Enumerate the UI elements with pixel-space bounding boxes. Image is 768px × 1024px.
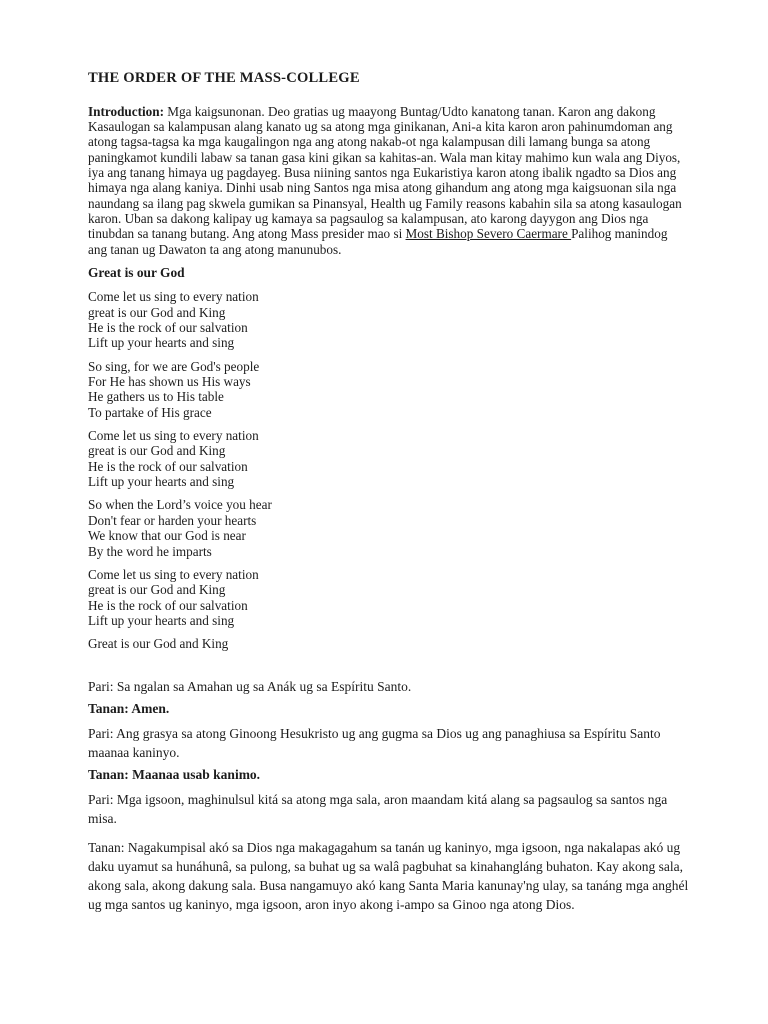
song-line: Come let us sing to every nation [88,289,259,305]
song-stanza-1 [88,289,684,350]
song-line: Lift up your hearts and sing [88,335,235,351]
presider-name: Most Bishop Severo Caermare [405,226,572,242]
song-line: great is our God and King [88,304,226,320]
liturgy-dialog-4 [88,838,689,914]
tanan-line: Tanan: Nagakumpisal akó sa Dios nga makagagahum sa tanán ug kaninyo, mga igsoon, nga nakalapas akó ug daku uyamut sa hunáhunâ, sa pulong, sa buhat ug sa walâ pagbuhat sa kinahangláng buhaton. Kay akong sala, akong sala, akong dakung sala. Busa nangamuyo akó kang Santa Maria kanunay'ng ulay, sa tanáng mga anghél ug mga santos ug kaninyo, mga igsoon, aron inyo akong i-ampo sa Ginoo nga atong Dios. [88,839,689,912]
pari-line: Pari: Ang grasya sa atong Ginoong Hesukristo ug ang gugma sa Dios ug ang panaghiusa sa Espíritu Santo maanaa kaninyo. [88,725,661,760]
song-line: We know that our God is near [88,528,246,544]
song-line: Come let us sing to every nation [88,428,259,444]
introduction-closing: Palihog manindog ang tanan ug Dawaton ta ang atong manunubos. [88,226,668,257]
tanan-line: Tanan: Maanaa usab kanimo. [88,766,261,782]
song-title: Great is our God [88,264,185,280]
song-line: He is the rock of our salvation [88,320,248,336]
song-line: Great is our God and King [88,636,229,652]
song-line: So sing, for we are God's people [88,358,260,374]
song-coda [88,636,684,651]
song-line: great is our God and King [88,582,226,598]
song-line: great is our God and King [88,443,226,459]
song-line: Come let us sing to every nation [88,566,259,582]
song-line: To partake of His grace [88,404,212,420]
liturgy-dialog-2 [88,724,689,784]
song-line: By the word he imparts [88,543,212,559]
pari-line: Pari: Sa ngalan sa Amahan ug sa Anák ug sa Espíritu Santo. [88,678,412,694]
song-stanza-4 [88,497,684,558]
tanan-line: Tanan: Amen. [88,700,170,716]
song-lyrics [88,289,684,651]
introduction-paragraph [88,104,684,257]
song-stanza-5 [88,567,684,628]
song-line: He gathers us to His table [88,389,224,405]
song-line: Lift up your hearts and sing [88,474,235,490]
document-title: THE ORDER OF THE MASS-COLLEGE [88,70,360,86]
introduction-label: Introduction: [88,103,164,119]
liturgy-dialog-3 [88,790,689,828]
song-stanza-2 [88,359,684,420]
liturgy-section [88,677,689,914]
song-line: Lift up your hearts and sing [88,612,235,628]
song-line: He is the rock of our salvation [88,458,248,474]
introduction-body: Mga kaigsunonan. Deo gratias ug maayong Buntag/Udto kanatong tanan. Karon ang dakong Kasaulogan sa kalampusan alang kanato ug sa atong mga ginikanan, Ani-a kita karon aron pahinumdoman ang atong tagsa-tagsa ka mga kaugalingon nga ang atong nakab-ot nga kalampusan dili lamang bunga sa atong paningkamot kundili labaw sa tanan gasa kini gikan sa kahitas-an. Wala man kitay mahimo kun wala ang Diyos, iya ang tanang himaya ug pagdayeg. Busa niining santos nga Eukaristiya karon atong ibalik ngadto sa Dios ang himaya nga alang kaniya. Dinhi usab ning Santos nga misa atong gihandum ang atong mga kaigsuonan sila nga naundang sa ilang pag skwela gumikan sa Pinansyal, Health ug Family reasons kabahin sila sa atong kasaulogan karon. Uban sa dakong kalipay ug kamaya sa pagsaulog sa kalampusan, ato karong dayygon ang Dios nga tinubdan sa tanang butang. Ang atong Mass presider mao si [88,103,682,242]
song-line: He is the rock of our salvation [88,597,248,613]
song-stanza-3 [88,428,684,489]
liturgy-dialog-1 [88,677,689,718]
song-line: Don't fear or harden your hearts [88,512,257,528]
song-line: For He has shown us His ways [88,374,251,390]
pari-line: Pari: Mga igsoon, maghinulsul kitá sa atong mga sala, aron maandam kitá alang sa pagsaulog sa santos nga misa. [88,791,668,826]
song-line: So when the Lord’s voice you hear [88,497,272,513]
